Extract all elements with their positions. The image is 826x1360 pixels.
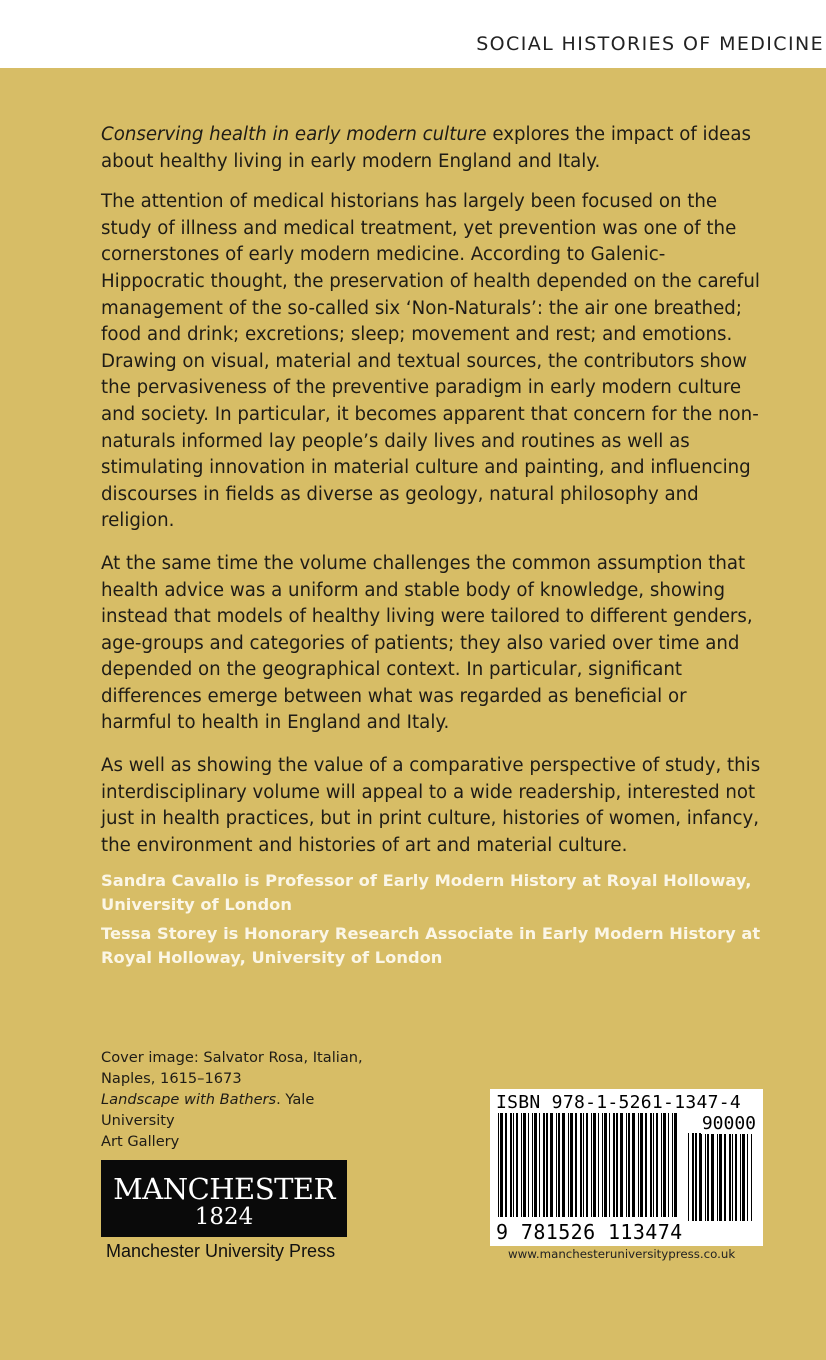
barcode-bar bbox=[674, 1113, 677, 1217]
barcode-bar bbox=[613, 1113, 615, 1217]
barcode-bar bbox=[645, 1113, 647, 1217]
barcode-bar bbox=[604, 1113, 607, 1217]
barcode-bar bbox=[742, 1133, 745, 1221]
blurb-paragraph-1-text: explores the impact of ideas about healthy living in early modern England and Italy. bbox=[101, 124, 751, 172]
barcode-bar bbox=[663, 1113, 666, 1217]
logo-text-year: 1824 bbox=[194, 1204, 254, 1230]
barcode-bar bbox=[724, 1133, 726, 1221]
barcode-bar bbox=[575, 1113, 577, 1217]
author-bio: Tessa Storey is Honorary Research Associate in Early Modern History at Royal Holloway, University of London bbox=[101, 924, 761, 967]
barcode-bar bbox=[580, 1113, 582, 1217]
barcode-bar bbox=[661, 1113, 662, 1217]
barcode-bar bbox=[729, 1133, 731, 1221]
barcode-bar bbox=[539, 1113, 540, 1217]
isbn-text: ISBN 978-1-5261-1347-4 bbox=[496, 1092, 742, 1113]
barcode-bar bbox=[570, 1113, 573, 1217]
barcode-bar bbox=[543, 1113, 545, 1217]
barcode-bar bbox=[638, 1113, 639, 1217]
barcode-bar bbox=[521, 1113, 522, 1217]
barcode-bar bbox=[740, 1133, 741, 1221]
barcode-bar bbox=[650, 1113, 652, 1217]
barcode-bar bbox=[498, 1113, 499, 1217]
barcode-bar bbox=[609, 1113, 610, 1217]
barcode-bar bbox=[626, 1113, 627, 1217]
barcode-bar bbox=[598, 1113, 599, 1217]
barcode-bar bbox=[558, 1113, 560, 1217]
barcode-bar bbox=[568, 1113, 569, 1217]
barcode-bar bbox=[593, 1113, 596, 1217]
barcode-bar bbox=[632, 1113, 635, 1217]
barcode-bar bbox=[505, 1113, 507, 1217]
logo-text-manchester: MANCHESTER bbox=[113, 1172, 335, 1206]
barcode-bar bbox=[653, 1113, 654, 1217]
artwork-title: Landscape with Bathers bbox=[101, 1091, 277, 1108]
publisher-logo bbox=[101, 1160, 347, 1237]
barcode-bar bbox=[668, 1113, 669, 1217]
barcode-bar bbox=[510, 1113, 512, 1217]
barcode-bar bbox=[711, 1133, 714, 1221]
barcode-bar bbox=[562, 1113, 565, 1217]
barcode-bar bbox=[616, 1113, 618, 1217]
barcode-bar bbox=[586, 1113, 588, 1217]
barcode-bar bbox=[717, 1133, 718, 1221]
blurb-paragraph-3: At the same time the volume challenges the common assumption that health advice was a uniform and stable body of knowledge, showing instead that models of healthy living were tailored to different genders, age-groups and categories of patients; they also varied over time and depended on the geographical context. In particular, significant differences emerge between what was regarded as beneficial or harmful to health in England and Italy. bbox=[101, 552, 753, 734]
cover-image-credit-line: Naples, 1615–1673 bbox=[101, 1070, 242, 1087]
barcode-bar bbox=[534, 1113, 537, 1217]
barcode-bar bbox=[516, 1113, 518, 1217]
barcode-bar bbox=[672, 1113, 673, 1217]
blurb-paragraph-4: As well as showing the value of a comparative perspective of study, this interdisciplinary volume will appeal to a wide readership, interested not just in health practices, but in print culture, histories of women, infancy, the environment and histories of art and material culture. bbox=[101, 755, 761, 856]
barcode-bar bbox=[705, 1133, 706, 1221]
cover-image-credit-line: Art Gallery bbox=[101, 1133, 180, 1150]
barcode-bar bbox=[528, 1113, 529, 1217]
blurb-paragraph-2: The attention of medical historians has largely been focused on the study of illness and medical treatment, yet prevention was one of the cornerstones of early modern medicine. According to Galenic-Hippocratic thought, the preservation of health depended on the careful management of the so-called six ‘Non-Naturals’: the air one breathed; food and drink; excretions; sleep; movement and rest; and emotions. Drawing on visual, material and textual sources, the contributors show the pervasiveness of the preventive paradigm in early modern culture and society. In particular, it becomes apparent that concern for the non-naturals informed lay people’s daily lives and routines as well as stimulating innovation in material culture and painting, and influencing discourses in fields as diverse as geology, natural philosophy and religion. bbox=[101, 191, 760, 532]
top-band bbox=[0, 0, 826, 68]
barcode-bar bbox=[751, 1133, 752, 1221]
barcode-bar bbox=[591, 1113, 592, 1217]
barcode-bar bbox=[695, 1133, 697, 1221]
barcode bbox=[490, 1089, 763, 1246]
barcode-bar bbox=[532, 1113, 533, 1217]
barcode-bar bbox=[523, 1113, 526, 1217]
barcode-bar bbox=[550, 1113, 553, 1217]
barcode-digits: 9 781526 113474 bbox=[496, 1220, 683, 1244]
barcode-bar bbox=[707, 1133, 709, 1221]
barcode-bar bbox=[692, 1133, 694, 1221]
barcode-bar bbox=[628, 1113, 630, 1217]
barcode-bar bbox=[699, 1133, 702, 1221]
barcode-bar bbox=[747, 1133, 748, 1221]
cover-image-credit-line: Cover image: Salvator Rosa, Italian, bbox=[101, 1049, 363, 1066]
blurb-paragraph-1 bbox=[101, 122, 761, 175]
publisher-url: www.manchesteruniversitypress.co.uk bbox=[508, 1247, 736, 1261]
barcode-bar bbox=[602, 1113, 603, 1217]
author-bios bbox=[101, 869, 761, 969]
author-bio: Sandra Cavallo is Professor of Early Modern History at Royal Holloway, University of London bbox=[101, 871, 752, 914]
cover-image-credit-line: Landscape with Bathers. Yale University bbox=[101, 1091, 315, 1129]
blurb bbox=[101, 122, 761, 975]
barcode-bar bbox=[732, 1133, 733, 1221]
series-title: SOCIAL HISTORIES OF MEDICINE bbox=[476, 33, 824, 55]
barcode-bar bbox=[620, 1113, 623, 1217]
barcode-bar bbox=[546, 1113, 548, 1217]
publisher-name: Manchester University Press bbox=[106, 1241, 336, 1261]
barcode-bar bbox=[500, 1113, 503, 1217]
barcode-bar bbox=[513, 1113, 514, 1217]
barcode-bar bbox=[688, 1133, 689, 1221]
barcode-bar bbox=[719, 1133, 722, 1221]
barcode-bar bbox=[656, 1113, 658, 1217]
barcode-bar bbox=[735, 1133, 737, 1221]
barcode-addon-digits: 90000 bbox=[701, 1113, 756, 1134]
barcode-bar bbox=[583, 1113, 584, 1217]
barcode-bar bbox=[640, 1113, 643, 1217]
barcode-bar bbox=[556, 1113, 557, 1217]
book-title: Conserving health in early modern culture bbox=[101, 124, 487, 145]
